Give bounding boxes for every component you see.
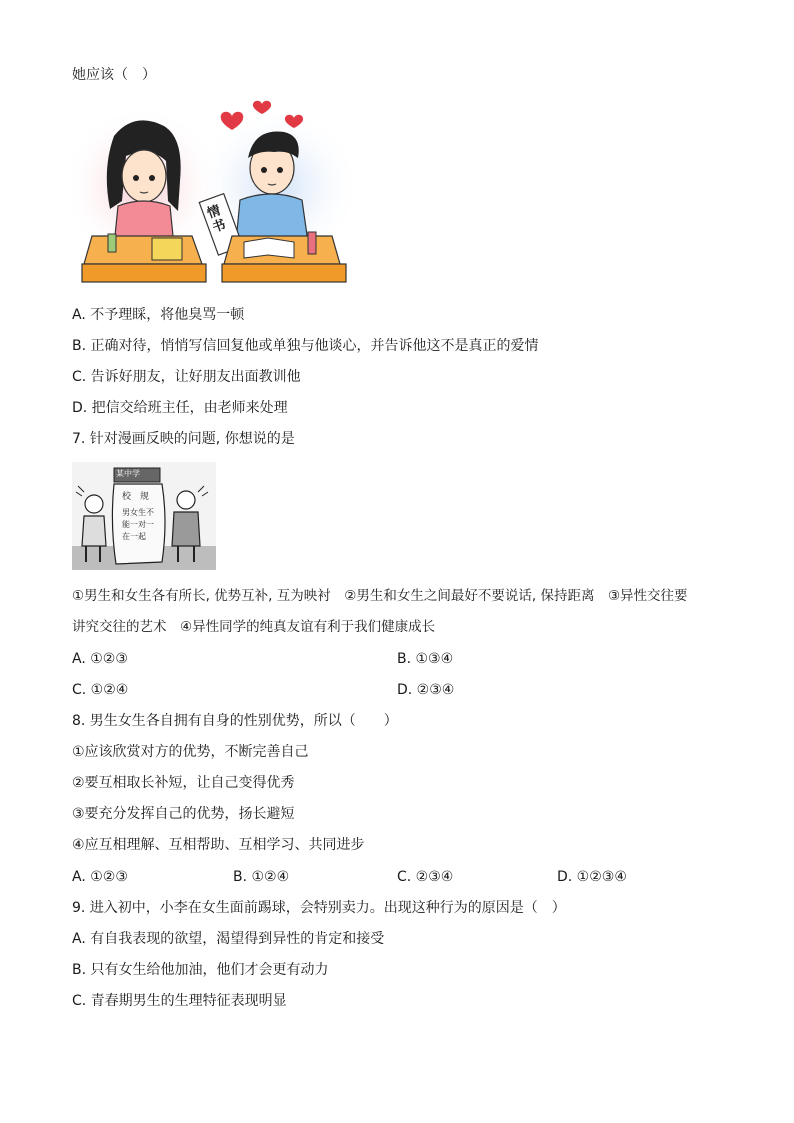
q9-option-a: A. 有自我表现的欲望，渴望得到异性的肯定和接受 [72, 931, 385, 947]
q8-stem: 8. 男生女生各自拥有自身的性别优势，所以（ ） [72, 713, 398, 729]
q7-option-a: A. ①②③ [72, 651, 128, 667]
q8-option-b: B. ①②④ [233, 869, 290, 885]
q6-stem-tail: 她应该（ ） [72, 67, 156, 83]
q7-cartoon-image [72, 462, 216, 570]
q6-option-a: A. 不予理睬，将他臭骂一顿 [72, 307, 245, 323]
q8-statement-3: ③要充分发挥自己的优势，扬长避短 [72, 806, 295, 822]
board-line-1: 男女生不 [122, 508, 154, 517]
love-letter-text: 情书 [205, 203, 228, 236]
q9-option-b: B. 只有女生给他加油，他们才会更有动力 [72, 962, 329, 978]
q8-option-d: D. ①②③④ [557, 869, 627, 885]
q8-option-c: C. ②③④ [397, 869, 454, 885]
q6-cartoon-image [72, 96, 350, 296]
q9-option-c: C. 青春期男生的生理特征表现明显 [72, 993, 287, 1009]
q6-option-d: D. 把信交给班主任，由老师来处理 [72, 400, 288, 416]
q8-statement-1: ①应该欣赏对方的优势，不断完善自己 [72, 744, 309, 760]
board-line-3: 在一起 [122, 532, 146, 541]
q9-stem: 9. 进入初中，小李在女生面前踢球，会特别卖力。出现这种行为的原因是（ ） [72, 900, 566, 916]
q7-stem: 7. 针对漫画反映的问题, 你想说的是 [72, 431, 295, 447]
board-header: 某中学 [116, 469, 140, 478]
q8-statement-4: ④应互相理解、互相帮助、互相学习、共同进步 [72, 837, 365, 853]
q6-option-c: C. 告诉好朋友，让好朋友出面教训他 [72, 369, 301, 385]
board-title: 校 规 [122, 492, 150, 502]
q8-option-a: A. ①②③ [72, 869, 128, 885]
q7-option-c: C. ①②④ [72, 682, 129, 698]
q7-option-b: B. ①③④ [397, 651, 454, 667]
q6-option-b: B. 正确对待，悄悄写信回复他或单独与他谈心，并告诉他这不是真正的爱情 [72, 338, 539, 354]
board-line-2: 能一对一 [122, 520, 154, 529]
q7-statements-line-2: 讲究交往的艺术 ④异性同学的纯真友谊有利于我们健康成长 [72, 619, 436, 635]
q8-statement-2: ②要互相取长补短，让自己变得优秀 [72, 775, 295, 791]
q7-option-d: D. ②③④ [397, 682, 455, 698]
q7-statements-line-1: ①男生和女生各有所长, 优势互补, 互为映衬 ②男生和女生之间最好不要说话, 保持距离 ③异性交往要 [72, 588, 688, 604]
